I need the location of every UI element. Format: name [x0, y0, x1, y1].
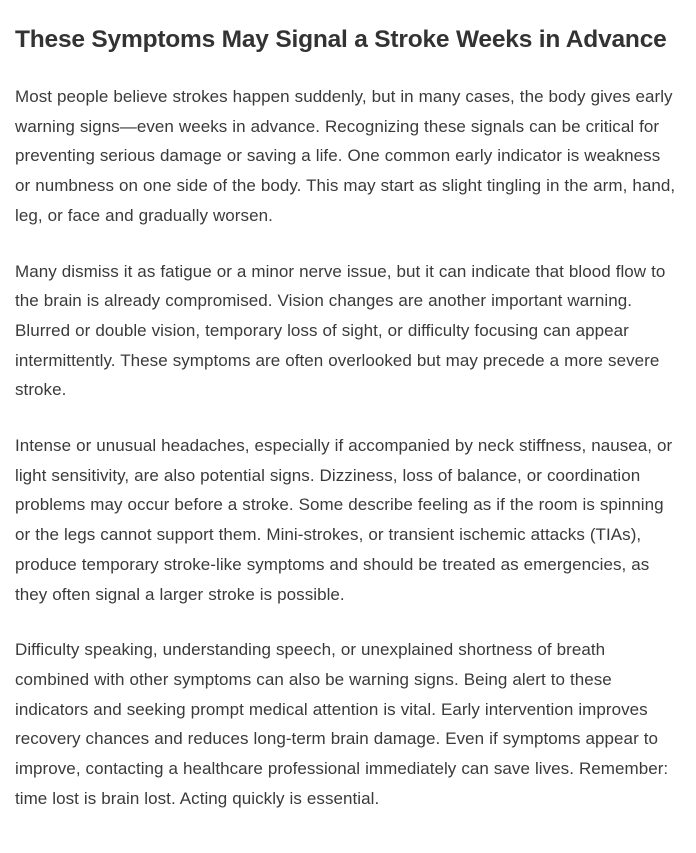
article-title: These Symptoms May Signal a Stroke Weeks in Advance	[15, 26, 667, 53]
article-paragraph: Difficulty speaking, understanding speech, or unexplained shortness of breath combined with other symptoms can also be warning signs. Being alert to these indicators and seeking prompt medical attention is vital. Early intervention improves recovery chances and reduces long-term brain damage. Even if symptoms appear to improve, contacting a healthcare professional immediately can save lives. Remember: time lost is brain lost. Acting quickly is essential.	[15, 640, 669, 808]
article-body	[15, 82, 680, 813]
article-paragraph: Most people believe strokes happen suddenly, but in many cases, the body gives early warning signs—even weeks in advance. Recognizing these signals can be critical for preventing serious damage or saving a life. One common early indicator is weakness or numbness on one side of the body. This may start as slight tingling in the arm, hand, leg, or face and gradually worsen.	[15, 87, 676, 225]
article-paragraph: Intense or unusual headaches, especially if accompanied by neck stiffness, nausea, or light sensitivity, are also potential signs. Dizziness, loss of balance, or coordination problems may occur before a stroke. Some describe feeling as if the room is spinning or the legs cannot support them. Mini-strokes, or transient ischemic attacks (TIAs), produce temporary stroke-like symptoms and should be treated as emergencies, as they often signal a larger stroke is possible.	[15, 436, 673, 604]
article-paragraph: Many dismiss it as fatigue or a minor nerve issue, but it can indicate that blood flow to the brain is already compromised. Vision changes are another important warning. Blurred or double vision, temporary loss of sight, or difficulty focusing can appear intermittently. These symptoms are often overlooked but may precede a more severe stroke.	[15, 261, 666, 400]
